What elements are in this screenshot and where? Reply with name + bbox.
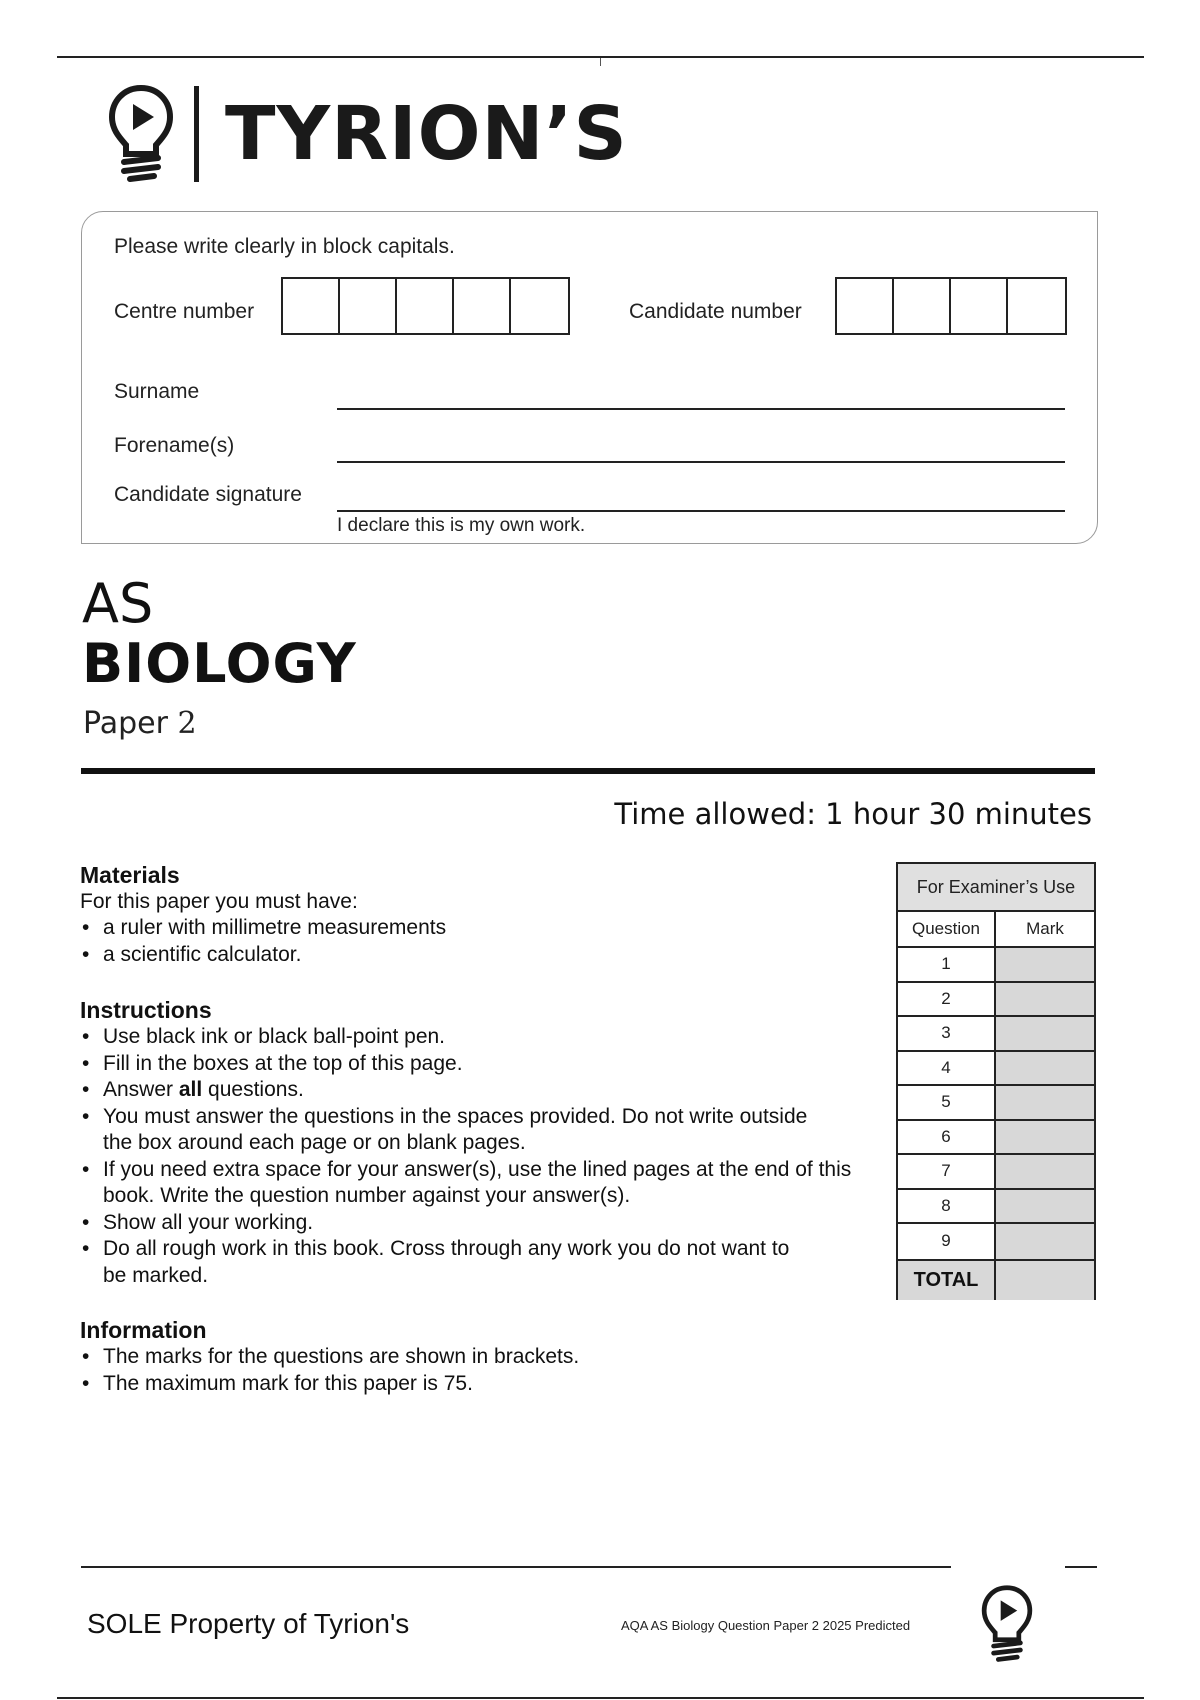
list-item: • a ruler with millimetre measurements xyxy=(82,916,447,939)
materials-heading: Materials xyxy=(80,862,180,888)
mark-cell[interactable] xyxy=(996,948,1094,981)
examiner-table-title: For Examiner’s Use xyxy=(898,864,1094,912)
table-row: 2 xyxy=(898,983,1094,1018)
candidate-number-boxes[interactable] xyxy=(835,277,1067,335)
list-item: • Do all rough work in this book. Cross through any work you do not want to be marked. xyxy=(82,1237,790,1287)
mark-cell[interactable] xyxy=(996,1052,1094,1085)
table-row: 7 xyxy=(898,1155,1094,1190)
signature-label: Candidate signature xyxy=(114,483,302,506)
centre-number-box[interactable] xyxy=(397,279,454,333)
surname-field[interactable] xyxy=(337,408,1065,410)
candidate-number-box[interactable] xyxy=(951,279,1008,333)
table-row: 1 xyxy=(898,948,1094,983)
candidate-number-box[interactable] xyxy=(837,279,894,333)
title-rule xyxy=(81,768,1095,774)
brand-name: TYRION’S xyxy=(225,91,628,177)
candidate-number-box[interactable] xyxy=(894,279,951,333)
centre-number-box[interactable] xyxy=(283,279,340,333)
centre-number-box[interactable] xyxy=(454,279,511,333)
table-row: 9 xyxy=(898,1224,1094,1259)
paper-number: 2 xyxy=(177,706,197,741)
instructions-heading: Instructions xyxy=(80,997,212,1023)
lightbulb-play-icon xyxy=(108,84,174,184)
candidate-number-label: Candidate number xyxy=(629,300,802,323)
mark-cell[interactable] xyxy=(996,1190,1094,1223)
declaration-text: I declare this is my own work. xyxy=(337,515,586,536)
information-heading: Information xyxy=(80,1317,207,1343)
total-row xyxy=(898,1259,1094,1300)
top-tick xyxy=(600,58,601,66)
mark-cell[interactable] xyxy=(996,1086,1094,1119)
table-row: 8 xyxy=(898,1190,1094,1225)
paper-reference: AQA AS Biology Question Paper 2 2025 Predicted xyxy=(621,1618,911,1633)
list-item: • The marks for the questions are shown in brackets. xyxy=(82,1345,580,1368)
instructions-section xyxy=(80,996,870,1289)
centre-number-box[interactable] xyxy=(511,279,568,333)
list-item: • If you need extra space for your answer(s), use the lined pages at the end of this book. Write the question number against your answer(s). xyxy=(82,1157,852,1207)
total-label: TOTAL xyxy=(898,1261,996,1300)
list-item: • You must answer the questions in the spaces provided. Do not write outside the box around each page or on blank pages. xyxy=(82,1104,808,1154)
centre-number-boxes[interactable] xyxy=(281,277,570,335)
candidate-number-box[interactable] xyxy=(1008,279,1065,333)
centre-number-box[interactable] xyxy=(340,279,397,333)
list-item: • Use black ink or black ball-point pen. xyxy=(82,1025,446,1048)
mark-column-header: Mark xyxy=(1026,919,1064,938)
table-row: 5 xyxy=(898,1086,1094,1121)
list-item: • Show all your working. xyxy=(82,1210,314,1234)
examiner-use-table xyxy=(896,862,1096,1300)
list-item: • Fill in the boxes at the top of this page. xyxy=(82,1051,463,1075)
forename-field[interactable] xyxy=(337,461,1065,463)
materials-section xyxy=(80,861,880,968)
centre-number-label: Centre number xyxy=(114,300,255,323)
materials-intro: For this paper you must have: xyxy=(80,890,358,913)
examiner-table-header xyxy=(898,912,1094,948)
footer-rule-short xyxy=(1065,1566,1097,1568)
qualification-level: AS xyxy=(82,572,154,635)
lightbulb-play-icon xyxy=(981,1584,1033,1664)
footer-rule xyxy=(81,1566,951,1568)
logo-separator xyxy=(194,86,199,182)
bottom-rule xyxy=(57,1697,1144,1699)
mark-cell[interactable] xyxy=(996,983,1094,1016)
table-row: 3 xyxy=(898,1017,1094,1052)
brand-logo xyxy=(108,84,628,184)
mark-cell[interactable] xyxy=(996,1121,1094,1154)
total-mark-cell[interactable] xyxy=(996,1261,1094,1300)
block-capitals-instruction: Please write clearly in block capitals. xyxy=(114,235,455,258)
information-section xyxy=(80,1316,880,1397)
list-item: • Answer all questions. xyxy=(82,1078,304,1101)
time-allowed: Time allowed: 1 hour 30 minutes xyxy=(614,797,1092,831)
table-row: 4 xyxy=(898,1052,1094,1087)
paper-label xyxy=(83,706,197,741)
list-item: • The maximum mark for this paper is 75. xyxy=(82,1371,473,1395)
mark-cell[interactable] xyxy=(996,1017,1094,1050)
signature-field[interactable] xyxy=(337,510,1065,512)
question-column-header: Question xyxy=(898,912,996,946)
surname-label: Surname xyxy=(114,380,200,403)
mark-cell[interactable] xyxy=(996,1224,1094,1259)
mark-cell[interactable] xyxy=(996,1155,1094,1188)
property-notice: SOLE Property of Tyrion's xyxy=(87,1608,410,1639)
list-item: • a scientific calculator. xyxy=(82,942,302,966)
candidate-details-box xyxy=(81,211,1098,544)
table-row: 6 xyxy=(898,1121,1094,1156)
forename-label: Forename(s) xyxy=(114,434,235,457)
subject-title: BIOLOGY xyxy=(82,632,357,695)
paper-word: Paper xyxy=(83,706,168,741)
